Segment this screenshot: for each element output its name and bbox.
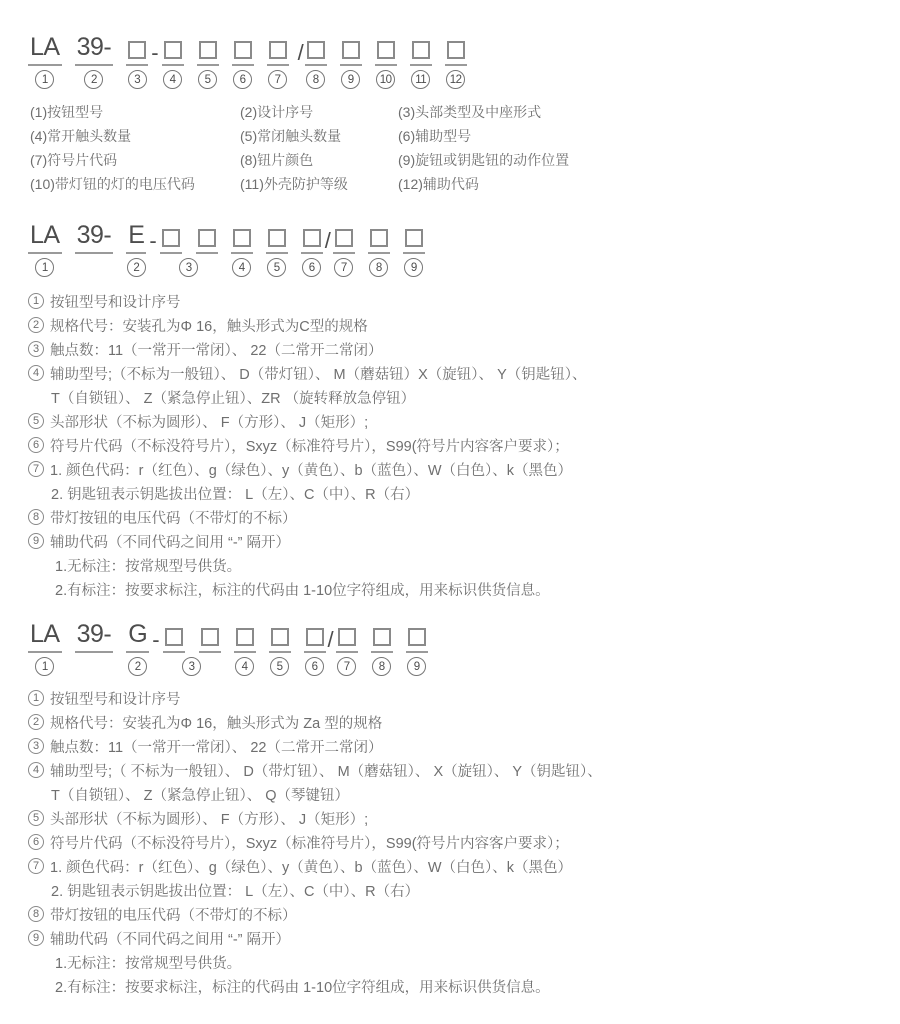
line-text: T（自锁钮）、 Z（紧急停止钮）、ZR （旋转释放急停钮） — [51, 390, 416, 407]
spec-line — [28, 734, 880, 758]
spec-line — [28, 758, 880, 782]
spec-line — [28, 806, 880, 830]
position-number: 8 — [306, 70, 325, 89]
code-box — [370, 229, 388, 247]
spec-line-continuation — [28, 974, 880, 998]
position-number: 7 — [268, 70, 287, 89]
code-unit-box — [333, 222, 355, 277]
code-box — [303, 229, 321, 247]
spec-line — [28, 505, 880, 529]
line-text: 辅助代码（不同代码之间用 “-” 隔开） — [50, 931, 291, 948]
legend-item: (9)旋钮或钥匙钮的动作位置 — [398, 152, 570, 168]
spec-line-continuation — [28, 950, 880, 974]
line-text: 1. 颜色代码：r（红色）、g（绿色）、y（黄色）、b（蓝色）、W（白色）、k（黑色） — [50, 462, 573, 479]
code-unit-serial — [75, 34, 114, 89]
design-serial: 39- — [75, 622, 114, 653]
slash-separator: / — [297, 39, 304, 65]
code-box — [201, 628, 219, 646]
code-unit-prefix — [28, 222, 62, 277]
line-text: 2.有标注：按要求标注，标注的代码由 1-10位字符组成，用来标识供货信息。 — [55, 582, 550, 599]
code-unit-box — [267, 34, 289, 89]
dash-separator: - — [149, 227, 157, 253]
code-unit-box — [305, 34, 327, 89]
position-number: 1 — [35, 70, 54, 89]
code-unit-box — [301, 222, 323, 277]
line-number-badge: 9 — [28, 533, 44, 549]
code-unit-box — [410, 34, 432, 89]
code-unit-box — [340, 34, 362, 89]
line-number-badge: 7 — [28, 858, 44, 874]
line-number-badge: 8 — [28, 906, 44, 922]
line-text: 规格代号：安装孔为Φ 16，触头形式为C型的规格 — [50, 318, 368, 335]
position-number: 11 — [411, 70, 430, 89]
model-code-diagram-e — [28, 222, 880, 277]
line-number-badge: 1 — [28, 690, 44, 706]
spec-line — [28, 854, 880, 878]
code-box — [271, 628, 289, 646]
code-box — [342, 41, 360, 59]
code-box — [165, 628, 183, 646]
position-number: 6 — [233, 70, 252, 89]
code-box — [268, 229, 286, 247]
code-box — [164, 41, 182, 59]
code-unit-box — [266, 222, 288, 277]
code-box — [128, 41, 146, 59]
line-text: 头部形状（不标为圆形）、 F（方形）、 J（矩形）; — [50, 414, 369, 431]
spec-line — [28, 289, 880, 313]
line-text: 2. 钥匙钮表示钥匙拔出位置： L（左）、C（中）、R（右） — [51, 883, 420, 900]
code-unit-box — [445, 34, 467, 89]
line-text: 2. 钥匙钮表示钥匙拔出位置： L（左）、C（中）、R（右） — [51, 486, 420, 503]
model-code-diagram-universal — [28, 34, 880, 89]
line-number-badge: 1 — [28, 293, 44, 309]
position-number: 6 — [305, 657, 324, 676]
line-number-badge: 2 — [28, 714, 44, 730]
model-prefix: LA — [28, 35, 62, 66]
legend-item: (12)辅助代码 — [398, 176, 479, 192]
line-text: 头部形状（不标为圆形）、 F（方形）、 J（矩形）; — [50, 811, 369, 828]
spec-line-continuation — [28, 577, 880, 601]
position-number: 5 — [198, 70, 217, 89]
code-box — [408, 628, 426, 646]
spec-line — [28, 337, 880, 361]
design-serial: 39- — [75, 35, 114, 66]
code-box — [307, 41, 325, 59]
line-number-badge: 5 — [28, 413, 44, 429]
code-box — [377, 41, 395, 59]
position-number: 4 — [163, 70, 182, 89]
line-number-badge: 5 — [28, 810, 44, 826]
spec-line — [28, 830, 880, 854]
legend-item: (1)按钮型号 — [30, 104, 104, 120]
line-text: 1.无标注：按常规型号供货。 — [55, 955, 242, 972]
legend-item: (5)常闭触头数量 — [240, 128, 342, 144]
position-number: 1 — [35, 657, 54, 676]
line-text: T（自锁钮）、 Z（紧急停止钮）、 Q（琴键钮） — [51, 787, 350, 804]
line-text: 按钮型号和设计序号 — [50, 691, 181, 708]
design-serial: 39- — [75, 223, 114, 254]
spec-line — [28, 529, 880, 553]
spec-line-continuation — [28, 385, 880, 409]
dash-separator: - — [151, 39, 159, 65]
spec-line — [28, 361, 880, 385]
code-unit-serial — [75, 621, 114, 676]
line-text: 规格代号：安装孔为Φ 16，触头形式为 Za 型的规格 — [50, 715, 383, 732]
code-box — [198, 229, 216, 247]
spec-line — [28, 902, 880, 926]
spec-letter: E — [126, 223, 146, 254]
spec-line — [28, 433, 880, 457]
code-box — [412, 41, 430, 59]
position-number: 2 — [84, 70, 103, 89]
line-text: 1.无标注：按常规型号供货。 — [55, 558, 242, 575]
code-box — [405, 229, 423, 247]
legend-item: (10)带灯钮的灯的电压代码 — [30, 176, 195, 192]
line-number-badge: 3 — [28, 341, 44, 357]
legend-item: (6)辅助型号 — [398, 128, 472, 144]
position-number: 1 — [35, 258, 54, 277]
code-unit-box — [232, 34, 254, 89]
code-unit-box — [231, 222, 253, 277]
code-unit-box — [368, 222, 390, 277]
code-position-legend — [30, 105, 880, 191]
legend-item: (2)设计序号 — [240, 104, 314, 120]
position-number: 2 — [127, 258, 146, 277]
code-unit-serial — [75, 222, 114, 277]
code-unit-box — [336, 621, 358, 676]
position-number: 3 — [128, 70, 147, 89]
line-number-badge: 6 — [28, 834, 44, 850]
position-number: 4 — [235, 657, 254, 676]
line-text: 辅助型号;（不标为一般钮）、 D（带灯钮）、 M（蘑菇钮）X（旋钮）、 Y（钥匙钮）、 — [50, 366, 587, 383]
code-box — [373, 628, 391, 646]
code-unit-box-pair — [163, 621, 221, 676]
position-number: 9 — [407, 657, 426, 676]
code-box — [236, 628, 254, 646]
line-number-badge: 3 — [28, 738, 44, 754]
code-box — [234, 41, 252, 59]
spec-letter: G — [126, 622, 149, 653]
legend-item: (3)头部类型及中座形式 — [398, 104, 542, 120]
code-box — [162, 229, 180, 247]
spec-line — [28, 313, 880, 337]
code-box — [269, 41, 287, 59]
position-number: 3 — [179, 258, 198, 277]
spec-line — [28, 409, 880, 433]
line-text: 按钮型号和设计序号 — [50, 294, 181, 311]
code-box — [306, 628, 324, 646]
position-number: 8 — [369, 258, 388, 277]
line-text: 触点数：11（一常开一常闭）、 22（二常开二常闭） — [50, 739, 383, 756]
legend-item: (4)常开触头数量 — [30, 128, 132, 144]
position-number: 4 — [232, 258, 251, 277]
code-unit-box — [269, 621, 291, 676]
position-number: 5 — [270, 657, 289, 676]
position-number: 7 — [337, 657, 356, 676]
code-unit-box-pair — [160, 222, 218, 277]
code-box — [338, 628, 356, 646]
line-text: 2.有标注：按要求标注，标注的代码由 1-10位字符组成，用来标识供货信息。 — [55, 979, 550, 996]
line-number-badge: 6 — [28, 437, 44, 453]
legend-item: (11)外壳防护等级 — [240, 176, 348, 192]
code-unit-box — [304, 621, 326, 676]
dash-separator: - — [152, 626, 160, 652]
code-unit-model-letter — [126, 222, 146, 277]
legend-item: (8)钮片颜色 — [240, 152, 314, 168]
code-unit-model-letter — [126, 621, 149, 676]
code-unit-box — [162, 34, 184, 89]
code-unit-box — [197, 34, 219, 89]
line-text: 符号片代码（不标没符号片），Sxyz（标准符号片），S99(符号片内容客户要求）； — [50, 835, 569, 852]
line-number-badge: 2 — [28, 317, 44, 333]
position-number: 5 — [267, 258, 286, 277]
line-text: 触点数：11（一常开一常闭）、 22（二常开二常闭） — [50, 342, 383, 359]
code-unit-box — [371, 621, 393, 676]
model-code-diagram-g — [28, 621, 880, 676]
line-number-badge: 4 — [28, 762, 44, 778]
spec-line-continuation — [28, 553, 880, 577]
spec-line-continuation — [28, 878, 880, 902]
spec-line — [28, 686, 880, 710]
spec-line-continuation — [28, 782, 880, 806]
code-unit-box — [406, 621, 428, 676]
code-box — [335, 229, 353, 247]
slash-separator: / — [327, 626, 334, 652]
spec-list-g — [28, 686, 880, 998]
position-number: 3 — [182, 657, 201, 676]
code-unit-prefix — [28, 621, 62, 676]
position-number: 8 — [372, 657, 391, 676]
line-text: 辅助代码（不同代码之间用 “-” 隔开） — [50, 534, 291, 551]
spec-line — [28, 457, 880, 481]
spec-line-continuation — [28, 481, 880, 505]
line-text: 1. 颜色代码：r（红色）、g（绿色）、y（黄色）、b（蓝色）、W（白色）、k（黑色） — [50, 859, 573, 876]
code-box — [233, 229, 251, 247]
legend-item: (7)符号片代码 — [30, 152, 118, 168]
position-number: 9 — [341, 70, 360, 89]
spec-line — [28, 926, 880, 950]
code-unit-box — [375, 34, 397, 89]
spec-line — [28, 710, 880, 734]
line-text: 符号片代码（不标没符号片），Sxyz（标准符号片），S99(符号片内容客户要求）； — [50, 438, 569, 455]
spec-list-e — [28, 289, 880, 601]
line-text: 带灯按钮的电压代码（不带灯的不标） — [50, 907, 297, 924]
model-prefix: LA — [28, 223, 62, 254]
slash-separator: / — [324, 227, 331, 253]
code-unit-box — [403, 222, 425, 277]
position-number: 6 — [302, 258, 321, 277]
code-unit-prefix — [28, 34, 62, 89]
position-number: 9 — [404, 258, 423, 277]
line-text: 辅助型号;（ 不标为一般钮）、 D（带灯钮）、 M（蘑菇钮）、 X（旋钮）、 Y（钥匙钮）、 — [50, 763, 602, 780]
line-text: 带灯按钮的电压代码（不带灯的不标） — [50, 510, 297, 527]
line-number-badge: 4 — [28, 365, 44, 381]
position-number: 12 — [446, 70, 465, 89]
position-number: 10 — [376, 70, 395, 89]
line-number-badge: 8 — [28, 509, 44, 525]
position-number: 7 — [334, 258, 353, 277]
line-number-badge: 9 — [28, 930, 44, 946]
model-prefix: LA — [28, 622, 62, 653]
position-number: 2 — [128, 657, 147, 676]
code-box — [199, 41, 217, 59]
code-unit-box — [234, 621, 256, 676]
code-box — [447, 41, 465, 59]
code-unit-box — [126, 34, 148, 89]
line-number-badge: 7 — [28, 461, 44, 477]
